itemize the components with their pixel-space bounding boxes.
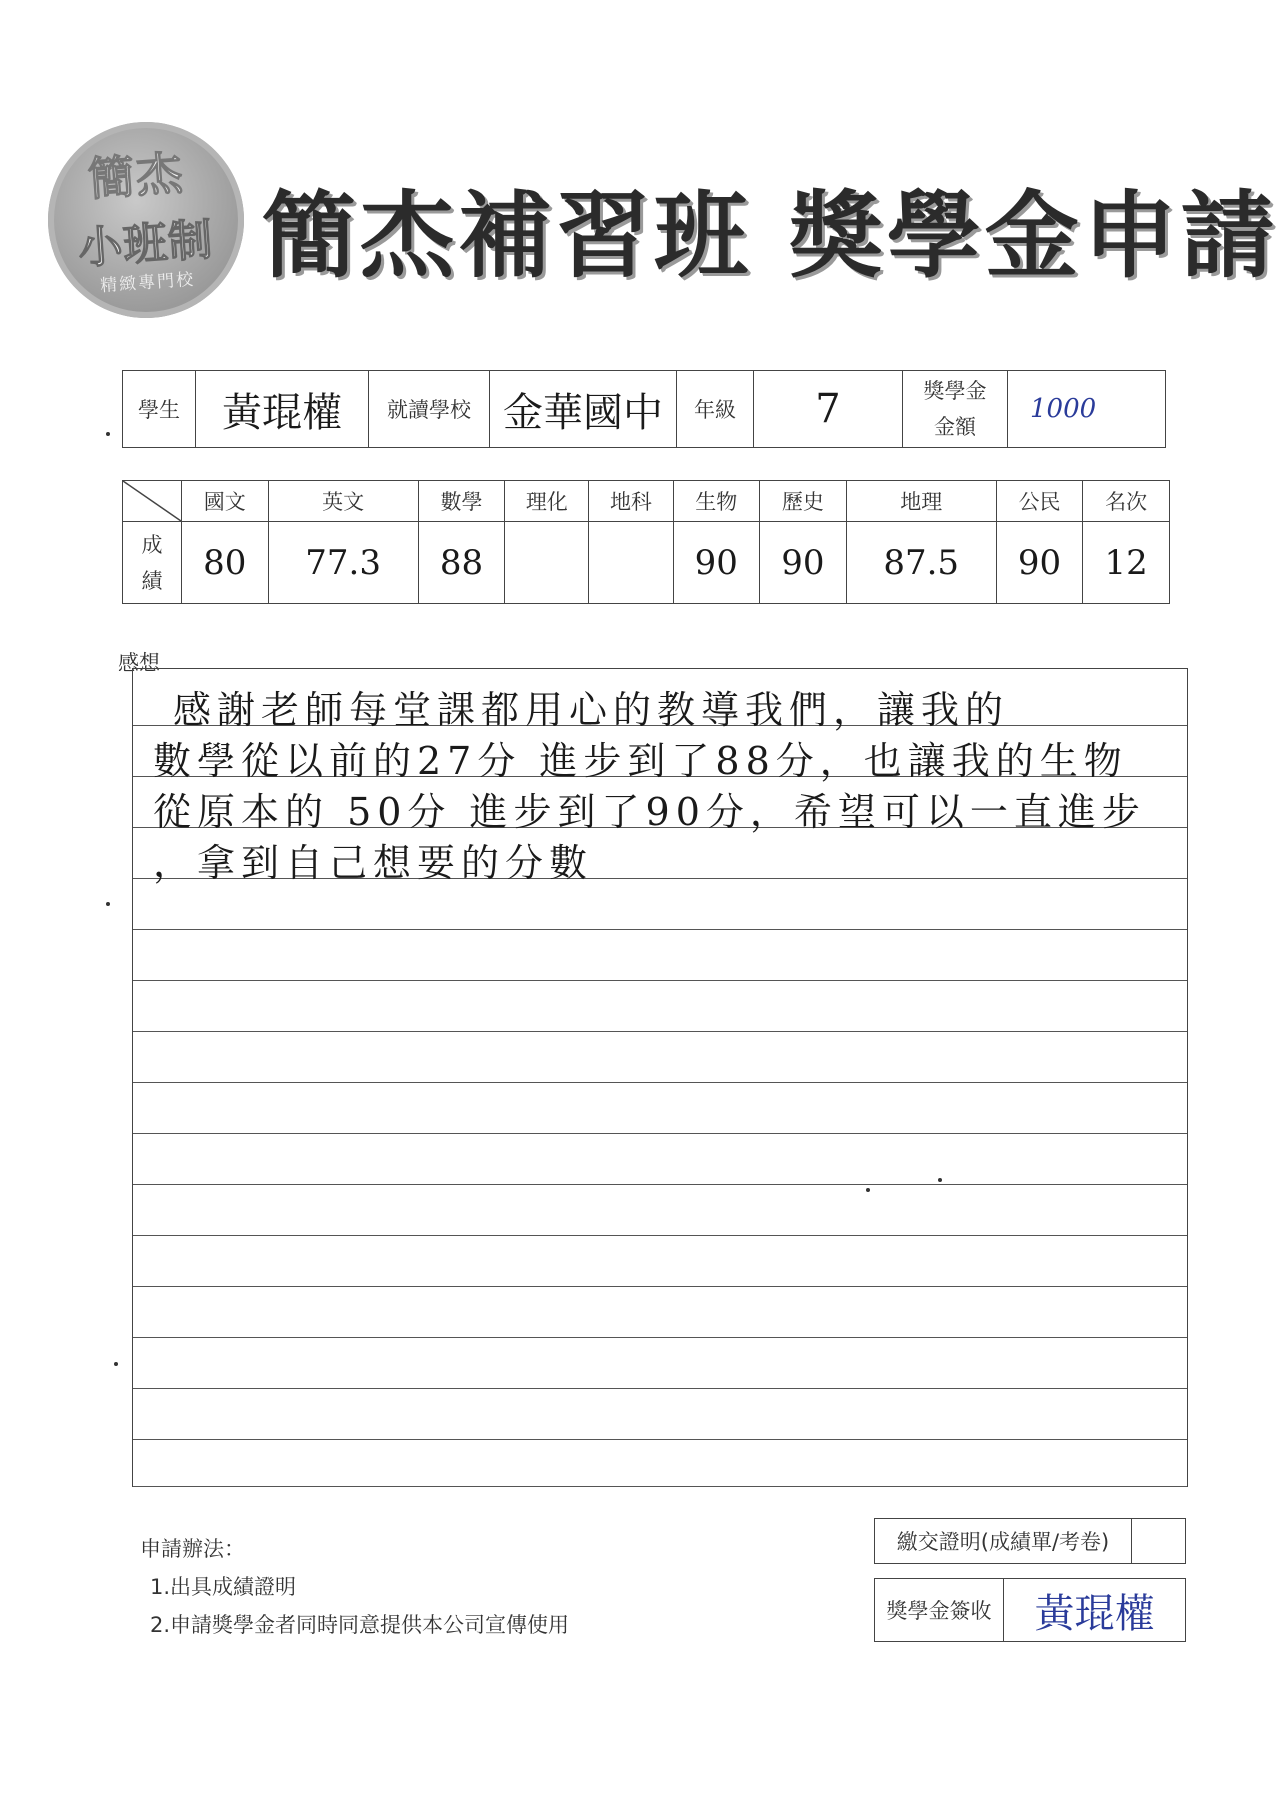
score-cell[interactable]: 90 bbox=[996, 522, 1083, 604]
logo-text-line3: 精緻專門校 bbox=[99, 269, 196, 297]
signature-table bbox=[874, 1578, 1186, 1642]
ruled-line bbox=[133, 1235, 1187, 1236]
scan-speck bbox=[938, 1178, 942, 1182]
page-title: 簡杰補習班 獎學金申請 bbox=[262, 182, 1279, 291]
ruled-line bbox=[133, 1337, 1187, 1338]
subject-header: 生物 bbox=[673, 481, 760, 522]
handwritten-line: 感謝老師每堂課都用心的教導我們，讓我的 bbox=[173, 688, 1010, 732]
reflection-label: 感想 bbox=[118, 651, 160, 675]
subject-header: 英文 bbox=[268, 481, 418, 522]
subject-header: 數學 bbox=[418, 481, 505, 522]
score-label-line2: 績 bbox=[141, 568, 163, 593]
score-cell[interactable] bbox=[589, 522, 673, 604]
ruled-line bbox=[133, 1184, 1187, 1185]
ruled-line bbox=[133, 1439, 1187, 1440]
subject-header: 名次 bbox=[1083, 481, 1170, 522]
score-cell[interactable]: 90 bbox=[760, 522, 847, 604]
ruled-line bbox=[133, 980, 1187, 981]
ruled-line bbox=[133, 1031, 1187, 1032]
application-method bbox=[140, 1530, 569, 1644]
ruled-line bbox=[133, 929, 1187, 930]
handwritten-line: ，拿到自己想要的分數 bbox=[153, 841, 594, 885]
subject-header: 歷史 bbox=[760, 481, 847, 522]
proof-label: 繳交證明(成績單/考卷) bbox=[875, 1519, 1132, 1564]
award-label-line1: 獎學金 bbox=[923, 379, 987, 403]
score-cell[interactable]: 80 bbox=[182, 522, 269, 604]
logo-text-line2: 小班制 bbox=[76, 214, 215, 275]
ruled-line bbox=[133, 1133, 1187, 1134]
ruled-line bbox=[133, 1486, 1187, 1487]
grade-level-field[interactable]: 7 bbox=[754, 371, 903, 448]
scan-speck bbox=[114, 1362, 118, 1366]
school-logo-seal bbox=[48, 122, 244, 318]
scan-speck bbox=[866, 1188, 870, 1192]
proof-checkbox-field[interactable] bbox=[1132, 1519, 1186, 1564]
rank-cell[interactable]: 12 bbox=[1083, 522, 1170, 604]
receipt-label: 獎學金簽收 bbox=[875, 1579, 1004, 1642]
subject-header: 理化 bbox=[505, 481, 589, 522]
ruled-line bbox=[133, 1388, 1187, 1389]
grades-table bbox=[122, 480, 1170, 604]
score-cell[interactable]: 88 bbox=[418, 522, 505, 604]
handwritten-line: 數學從以前的27分 進步到了88分，也讓我的生物 bbox=[153, 739, 1128, 783]
signature-field[interactable]: 黃琨權 bbox=[1004, 1579, 1186, 1642]
award-amount-label bbox=[903, 371, 1008, 448]
subject-header: 地科 bbox=[589, 481, 673, 522]
school-label: 就讀學校 bbox=[369, 371, 490, 448]
school-name-field[interactable]: 金華國中 bbox=[490, 371, 677, 448]
application-method-title: 申請辦法： bbox=[140, 1537, 245, 1561]
student-info-table bbox=[122, 370, 1166, 448]
score-label-line1: 成 bbox=[141, 532, 163, 557]
diagonal-line bbox=[123, 481, 181, 521]
reflection-writing-area[interactable] bbox=[132, 668, 1188, 1487]
score-cell[interactable]: 90 bbox=[673, 522, 760, 604]
application-step: 1.出具成績證明 bbox=[150, 1575, 297, 1599]
student-label: 學生 bbox=[123, 371, 196, 448]
score-cell[interactable]: 77.3 bbox=[268, 522, 418, 604]
score-cell[interactable] bbox=[505, 522, 589, 604]
application-step: 2.申請獎學金者同時同意提供本公司宣傳使用 bbox=[150, 1613, 570, 1637]
score-cell[interactable]: 87.5 bbox=[846, 522, 996, 604]
proof-table bbox=[874, 1518, 1186, 1564]
handwritten-line: 從原本的 50分 進步到了90分，希望可以一直進步 bbox=[153, 790, 1146, 834]
score-row-label bbox=[123, 522, 182, 604]
award-label-line2: 金額 bbox=[934, 415, 976, 439]
subject-header: 地理 bbox=[846, 481, 996, 522]
score-row bbox=[123, 522, 1170, 604]
logo-text-line1: 簡杰 bbox=[86, 145, 186, 207]
ruled-line bbox=[133, 1286, 1187, 1287]
ruled-line bbox=[133, 1082, 1187, 1083]
corner-cell bbox=[123, 481, 182, 522]
subject-header: 國文 bbox=[182, 481, 269, 522]
student-name-field[interactable]: 黃琨權 bbox=[196, 371, 369, 448]
scan-speck bbox=[106, 432, 110, 436]
award-amount-field[interactable]: 1000 bbox=[1008, 371, 1166, 448]
subject-header: 公民 bbox=[996, 481, 1083, 522]
scan-speck bbox=[106, 902, 110, 906]
grade-level-label: 年級 bbox=[677, 371, 754, 448]
subject-header-row bbox=[123, 481, 1170, 522]
